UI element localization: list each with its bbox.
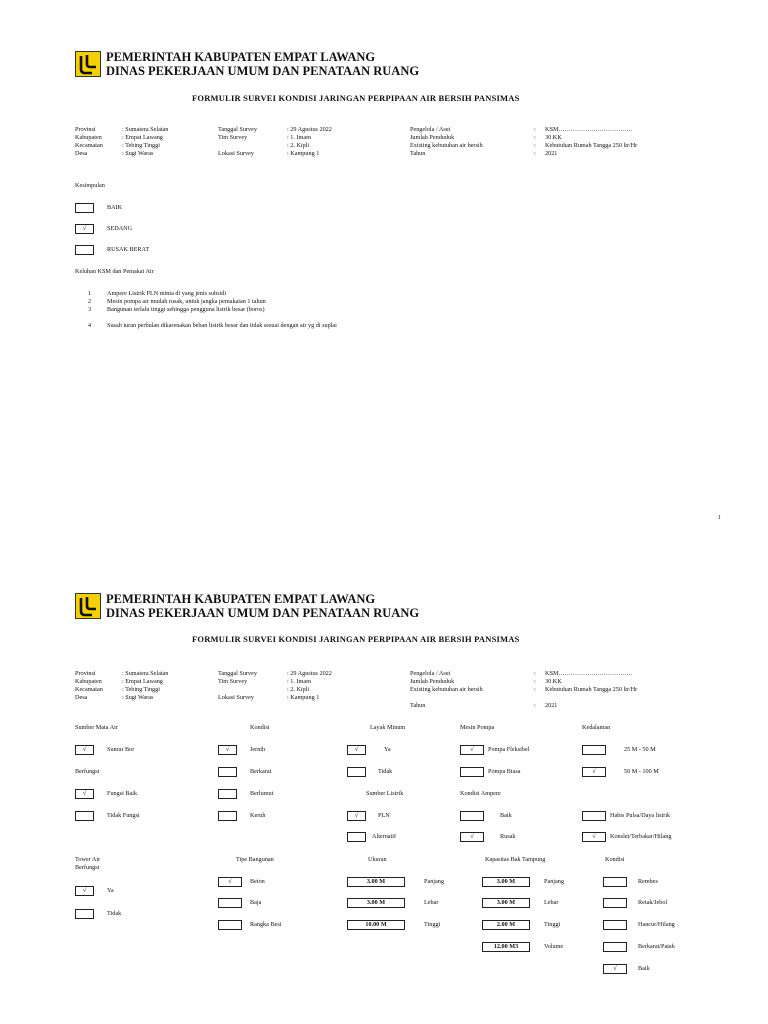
existing-colon: : — [534, 142, 536, 149]
lokasi-label: Lokasi Survey — [218, 150, 254, 157]
kapasitas-lebar-value[interactable]: 3.00 M — [482, 898, 530, 908]
habis-pulsa-label: Habis Pulsa/Daya listrik — [610, 812, 671, 819]
tim-value-1-2: : 1. Imam — [287, 678, 311, 685]
tidak-fungsi-label: Tidak Fungsi — [107, 812, 140, 819]
tower-air-label: Tower Air — [75, 856, 101, 863]
kondisi-baik-checkbox[interactable]: √ — [603, 964, 627, 974]
pengelola-colon: : — [534, 126, 536, 133]
kapasitas-label: Kapasitas Bak Tampung — [485, 856, 546, 863]
existing-value-2: Kebutuhan Rumah Tangga 250 ltr/Hr — [545, 686, 638, 693]
tahun-colon: : — [534, 150, 536, 157]
lokasi-value: : Kampung 1 — [287, 150, 320, 157]
ukuran-lebar-label: Lebar — [424, 899, 439, 906]
kesimpulan-label: Kesimpulan — [75, 182, 105, 189]
keluhan-text-4: Susah iuran perbulan dikarenakan beban listrik besar dan tidak sesuai dengan air yg di suplai — [107, 322, 337, 329]
provinsi-value: : Sumatera Selatan — [122, 126, 169, 133]
pu-logo-2 — [75, 593, 101, 619]
hancur-checkbox[interactable] — [603, 920, 627, 930]
kapasitas-panjang-label: Panjang — [544, 878, 564, 885]
pompa-fleksibel-label: Pompa Fleksibel — [488, 746, 530, 753]
keluhan-num-2: 2 — [88, 298, 92, 305]
pompa-biasa-checkbox[interactable] — [460, 767, 484, 777]
penduduk-colon-2: : — [534, 678, 536, 685]
pu-logo-icon — [76, 594, 100, 618]
ukuran-lebar-value[interactable]: 3.00 M — [347, 898, 405, 908]
keluhan-text-2: Mesin pompa air mudah rusak, untuk jangka pemakaian 1 tahun — [107, 298, 266, 305]
berkarat-checkbox[interactable] — [218, 767, 237, 777]
kapasitas-tinggi-label: Tinggi — [544, 921, 561, 928]
page-number: 1 — [718, 515, 721, 521]
tahun-label: Tahun — [410, 150, 426, 157]
keluhan-label: Keluhan KSM dan Pemakai Air — [75, 268, 154, 275]
provinsi-value-2: : Sumatera Selatan — [122, 670, 169, 677]
alternatif-checkbox[interactable] — [347, 832, 366, 842]
berkarat-patah-checkbox[interactable] — [603, 942, 627, 952]
retak-label: Retak/Jebol — [638, 899, 668, 906]
depth-50-100-checkbox[interactable]: √ — [582, 767, 606, 777]
desa-value: : Sugi Waras — [122, 150, 154, 157]
tanggal-value-2: : 29 Agustus 2022 — [287, 670, 332, 677]
ampere-rusak-label: Rusak — [500, 833, 516, 840]
kondisi-ampere-label: Kondisi Ampere — [460, 790, 501, 797]
penduduk-colon: : — [534, 134, 536, 141]
tower-tidak-checkbox[interactable] — [75, 909, 94, 919]
tim-value-1: : 1. Imam — [287, 134, 311, 141]
kedalaman-label: Kedalaman — [582, 724, 611, 731]
lokasi-value-2: : Kampung 1 — [287, 694, 320, 701]
form-title-2: FORMULIR SURVEI KONDISI JARINGAN PERPIPAAN AIR BERSIH PANSIMAS — [192, 634, 520, 644]
keluhan-num-3: 3 — [88, 306, 92, 313]
konslet-label: Konslet/Terbakar/Hilang — [610, 833, 672, 840]
mesin-pompa-label: Mesin Pompa — [460, 724, 495, 731]
org-name-line1: PEMERINTAH KABUPATEN EMPAT LAWANG — [106, 50, 376, 64]
pengelola-label-2: Pengelola / Aset — [410, 670, 451, 677]
rangka-besi-label: Rangka Besi — [250, 921, 282, 928]
kondisi2-label: Kondisi — [605, 856, 625, 863]
fungsi-baik-label: Fungsi Baik — [107, 790, 138, 797]
retak-checkbox[interactable] — [603, 898, 627, 908]
keruh-label: Keruh — [250, 812, 266, 819]
berkarat-patah-label: Berkarat/Patah — [638, 943, 675, 950]
org-name-line2-2: DINAS PEKERJAAN UMUM DAN PENATAAN RUANG — [106, 606, 420, 620]
kapasitas-volume-value[interactable]: 12.00 M3 — [482, 942, 530, 952]
pompa-biasa-label: Pompa Biasa — [488, 768, 521, 775]
berkarat-label: Berkarat — [250, 768, 272, 775]
penduduk-label-2: Jumlah Penduduk — [410, 678, 455, 685]
org-name-line1-2: PEMERINTAH KABUPATEN EMPAT LAWANG — [106, 592, 376, 606]
ukuran-label: Ukuran — [368, 856, 387, 863]
pln-checkbox[interactable]: √ — [347, 811, 366, 821]
option-sedang-label: SEDANG — [107, 225, 133, 232]
pengelola-colon-2: : — [534, 670, 536, 677]
tower-ya-checkbox[interactable]: √ — [75, 886, 94, 896]
option-baik-label: BAIK — [107, 204, 123, 211]
tidak-fungsi-checkbox[interactable] — [75, 811, 94, 821]
depth-50-100-label: 50 M - 100 M — [624, 768, 659, 775]
form-title: FORMULIR SURVEI KONDISI JARINGAN PERPIPAAN AIR BERSIH PANSIMAS — [192, 93, 520, 103]
konslet-checkbox[interactable]: √ — [582, 832, 606, 842]
berlumut-label: Berlumut — [250, 790, 274, 797]
keluhan-num-1: 1 — [88, 290, 92, 297]
sumber-listrik-label: Sumber Listrik — [366, 790, 404, 797]
kapasitas-tinggi-value[interactable]: 2.00 M — [482, 920, 530, 930]
existing-value: Kebutuhan Rumah Tangga 250 ltr/Hr — [545, 142, 638, 149]
tanggal-label-2: Tanggal Survey — [218, 670, 257, 677]
tahun-value-2: 2021 — [545, 702, 558, 709]
tim-value-2: : 2. Kipli — [287, 142, 310, 149]
keluhan-text-3: Bangunan terlalu tinggi sehingga pengguna listrik besar (boros) — [107, 306, 265, 313]
tanggal-label: Tanggal Survey — [218, 126, 257, 133]
baja-label: Baja — [250, 899, 262, 906]
layak-minum-label: Layak Minum — [370, 724, 406, 731]
tim-label: Tim Survey — [218, 134, 248, 141]
pengelola-value-2: KSM……………………………… — [545, 670, 633, 677]
ukuran-panjang-value[interactable]: 3.00 M — [347, 877, 405, 887]
tahun-colon-2: : — [534, 702, 536, 709]
rembes-label: Rembes — [638, 878, 658, 885]
fungsi-baik-checkbox[interactable]: √ — [75, 789, 94, 799]
provinsi-label-2: Provinsi — [75, 670, 96, 677]
pu-logo — [75, 51, 101, 77]
rembes-checkbox[interactable] — [603, 877, 627, 887]
keruh-checkbox[interactable] — [218, 811, 237, 821]
baja-checkbox[interactable] — [218, 898, 242, 908]
pln-label: PLN — [378, 812, 390, 819]
kecamatan-value: : Tebing Tinggi — [122, 142, 160, 149]
beton-checkbox[interactable]: √ — [218, 877, 242, 887]
sumur-bor-label: Sumur Bor — [107, 746, 135, 753]
kabupaten-value-2: : Empat Lawang — [122, 678, 163, 685]
kondisi-baik-label: Baik — [638, 965, 650, 972]
ukuran-tinggi-value[interactable]: 10.00 M — [347, 920, 405, 930]
kabupaten-label-2: Kabupaten — [75, 678, 102, 685]
keluhan-text-1: Ampere Listrik PLN minta di yang jenis subsidi — [107, 290, 227, 297]
layak-tidak-label: Tidak — [378, 768, 393, 775]
kabupaten-label: Kabupaten — [75, 134, 102, 141]
kecamatan-label: Kecamatan — [75, 142, 103, 149]
tower-berfungsi-label: Berfungsi — [75, 864, 100, 871]
layak-ya-checkbox[interactable]: √ — [347, 745, 366, 755]
option-rusak-berat-checkbox[interactable] — [75, 245, 94, 255]
penduduk-value: 30 KK — [545, 134, 562, 141]
kabupaten-value: : Empat Lawang — [122, 134, 163, 141]
hancur-label: Hancur/Hilang — [638, 921, 675, 928]
depth-25-50-checkbox[interactable] — [582, 745, 606, 755]
tipe-bangunan-label: Tipe Bangunan — [236, 856, 274, 863]
habis-pulsa-checkbox[interactable] — [582, 811, 606, 821]
tahun-value: 2021 — [545, 150, 558, 157]
existing-label: Existing kebutuhan air bersih — [410, 142, 483, 149]
alternatif-label: Alternatif — [372, 833, 397, 840]
kapasitas-volume-label: Volume — [544, 943, 564, 950]
existing-colon-2: : — [534, 686, 536, 693]
tim-label-2: Tim Survey — [218, 678, 248, 685]
tahun-label-2: Tahun — [410, 702, 426, 709]
berfungsi-label: Berfungsi — [75, 768, 100, 775]
desa-value-2: : Sugi Waras — [122, 694, 154, 701]
org-name-line2: DINAS PEKERJAAN UMUM DAN PENATAAN RUANG — [106, 64, 420, 78]
sumur-bor-checkbox[interactable]: √ — [75, 745, 94, 755]
ukuran-panjang-label: Panjang — [424, 878, 444, 885]
existing-label-2: Existing kebutuhan air bersih — [410, 686, 483, 693]
kecamatan-label-2: Kecamatan — [75, 686, 103, 693]
kapasitas-lebar-label: Lebar — [544, 899, 559, 906]
ampere-rusak-checkbox[interactable]: √ — [460, 832, 484, 842]
depth-25-50-label: 25 M - 50 M — [624, 746, 656, 753]
kondisi-label: Kondisi — [250, 724, 270, 731]
jernih-checkbox[interactable]: √ — [218, 745, 237, 755]
ukuran-tinggi-label: Tinggi — [424, 921, 441, 928]
option-rusak-berat-label: RUSAK BERAT — [107, 246, 150, 253]
kecamatan-value-2: : Tebing Tinggi — [122, 686, 160, 693]
penduduk-label: Jumlah Penduduk — [410, 134, 455, 141]
option-baik-checkbox[interactable] — [75, 203, 94, 213]
layak-ya-label: Ya — [384, 746, 391, 753]
beton-label: Beton — [250, 878, 265, 885]
rangka-besi-checkbox[interactable] — [218, 920, 242, 930]
provinsi-label: Provinsi — [75, 126, 96, 133]
desa-label: Desa — [75, 150, 88, 157]
sumber-mata-air-label: Sumber Mata Air — [75, 724, 118, 731]
kapasitas-panjang-value[interactable]: 3.00 M — [482, 877, 530, 887]
desa-label-2: Desa — [75, 694, 88, 701]
lokasi-label-2: Lokasi Survey — [218, 694, 254, 701]
tim-value-2-2: : 2. Kipli — [287, 686, 310, 693]
keluhan-num-4: 4 — [88, 322, 92, 329]
pengelola-label: Pengelola / Aset — [410, 126, 451, 133]
berlumut-checkbox[interactable] — [218, 789, 237, 799]
tower-ya-label: Ya — [107, 887, 114, 894]
pompa-fleksibel-checkbox[interactable]: √ — [460, 745, 484, 755]
tower-tidak-label: Tidak — [107, 910, 122, 917]
option-sedang-checkbox[interactable]: √ — [75, 224, 94, 234]
ampere-baik-checkbox[interactable] — [460, 811, 484, 821]
tanggal-value: : 29 Agustus 2022 — [287, 126, 332, 133]
penduduk-value-2: 30 KK — [545, 678, 562, 685]
layak-tidak-checkbox[interactable] — [347, 767, 366, 777]
pengelola-value: KSM……………………………… — [545, 126, 633, 133]
pu-logo-icon — [76, 52, 100, 76]
jernih-label: Jernih — [250, 746, 266, 753]
ampere-baik-label: Baik — [500, 812, 512, 819]
